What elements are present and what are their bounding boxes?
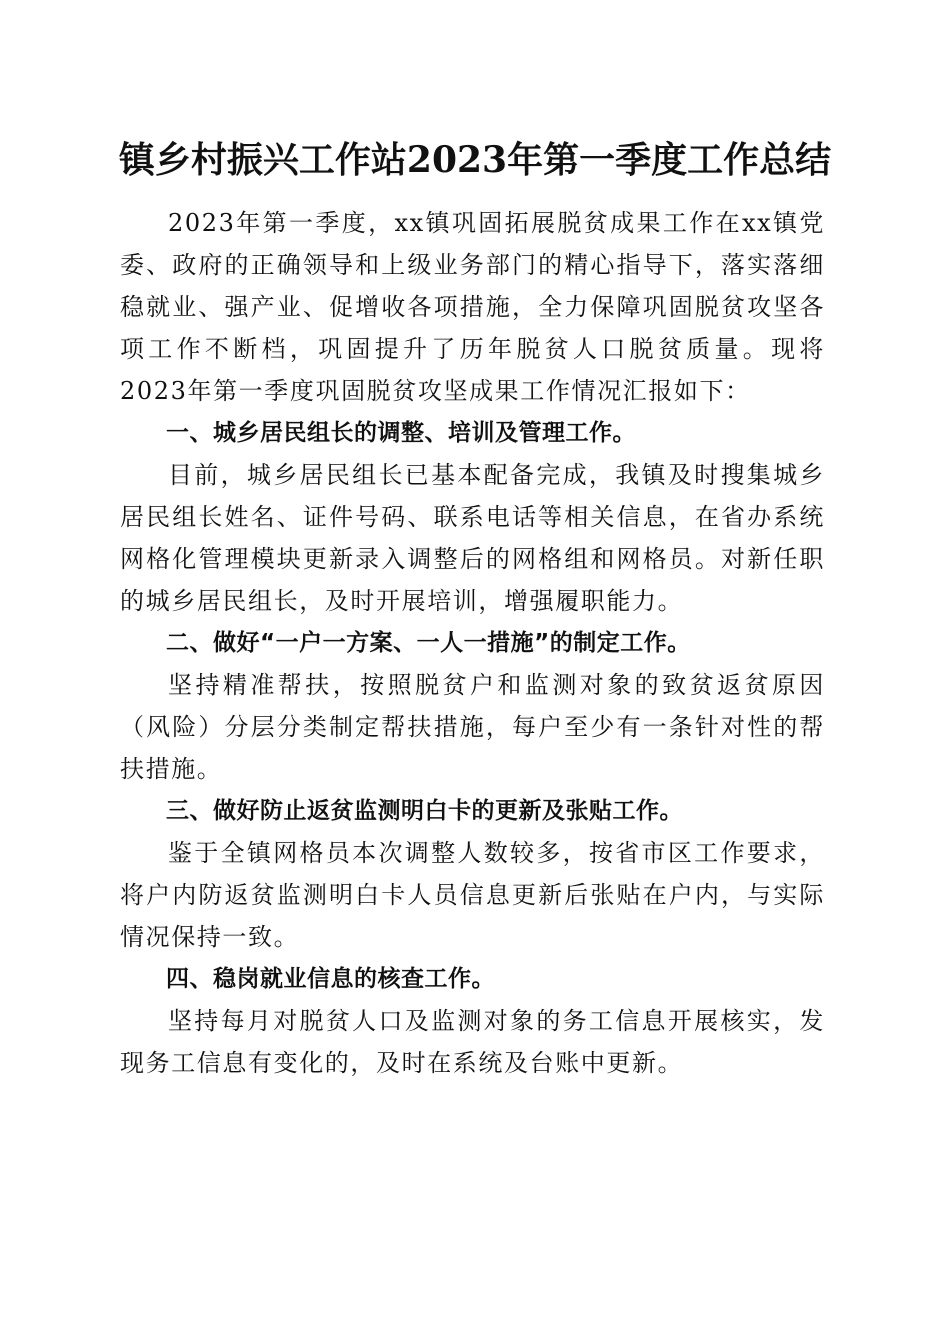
section-2-heading: 二、做好“一户一方案、一人一措施”的制定工作。 bbox=[166, 630, 691, 656]
section-3-paragraph: 鉴于全镇网格员本次调整人数较多，按省市区工作要求，将户内防返贫监测明白卡人员信息更新后张贴在户内，与实际情况保持一致。 bbox=[120, 839, 825, 951]
section-4-paragraph: 坚持每月对脱贫人口及监测对象的务工信息开展核实，发现务工信息有变化的，及时在系统及台账中更新。 bbox=[120, 1007, 825, 1077]
section-1-paragraph: 目前，城乡居民组长已基本配备完成，我镇及时搜集城乡居民组长姓名、证件号码、联系电话等相关信息，在省办系统网格化管理模块更新录入调整后的网格组和网格员。对新任职的城乡居民组长，及时开展培训，增强履职能力。 bbox=[120, 461, 825, 615]
section-1-heading: 一、城乡居民组长的调整、培训及管理工作。 bbox=[166, 420, 636, 446]
document-body bbox=[120, 202, 825, 1084]
document-title: 镇乡村振兴工作站2023年第一季度工作总结 bbox=[118, 139, 832, 181]
intro-paragraph: 2023年第一季度，xx镇巩固拓展脱贫成果工作在xx镇党委、政府的正确领导和上级业务部门的精心指导下，落实落细稳就业、强产业、促增收各项措施，全力保障巩固脱贫攻坚各项工作不断档，巩固提升了历年脱贫人口脱贫质量。现将2023年第一季度巩固脱贫攻坚成果工作情况汇报如下： bbox=[120, 209, 825, 405]
section-3-heading: 三、做好防止返贫监测明白卡的更新及张贴工作。 bbox=[166, 798, 683, 824]
section-4-heading: 四、稳岗就业信息的核查工作。 bbox=[166, 966, 495, 992]
section-2-paragraph: 坚持精准帮扶，按照脱贫户和监测对象的致贫返贫原因（风险）分层分类制定帮扶措施，每户至少有一条针对性的帮扶措施。 bbox=[120, 671, 825, 783]
